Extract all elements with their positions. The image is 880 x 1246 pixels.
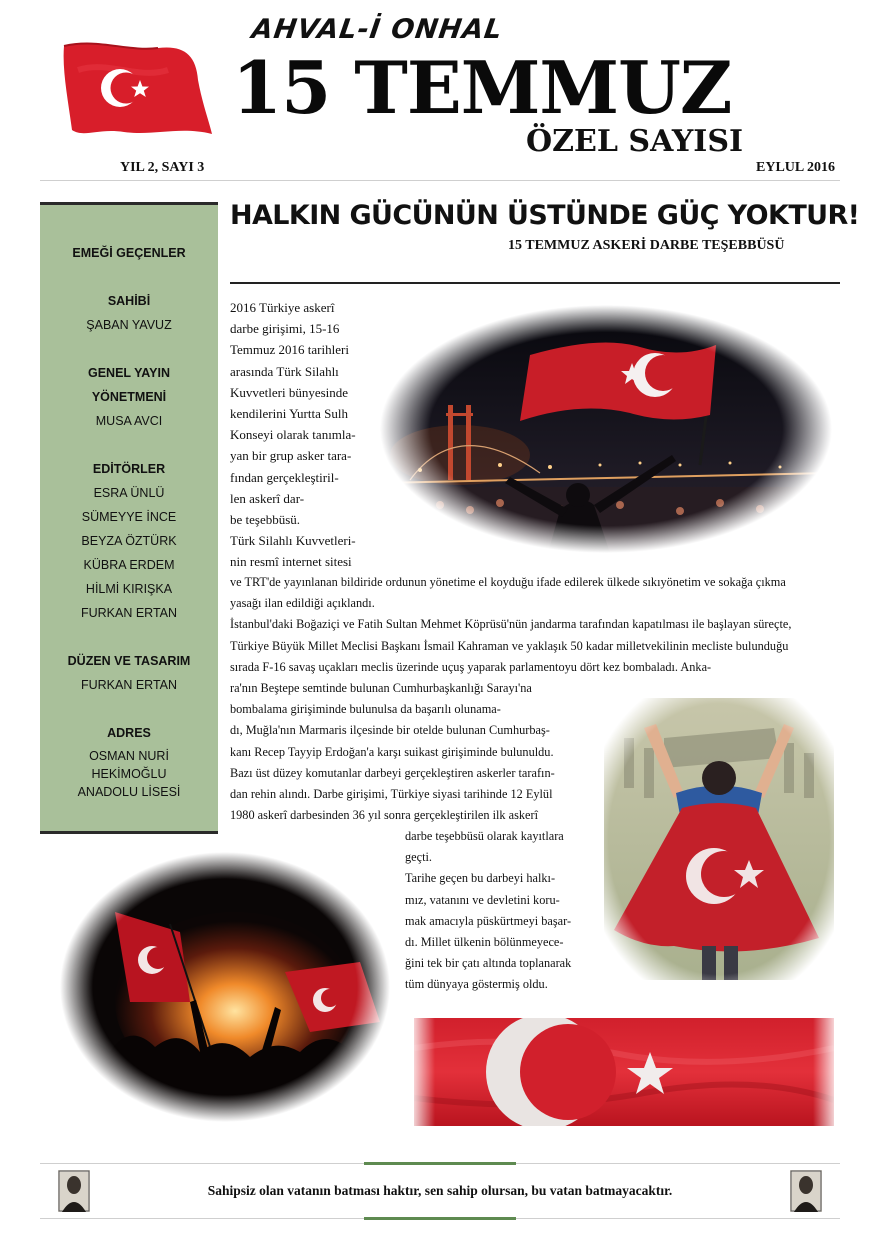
turkish-flag-logo (58, 40, 214, 140)
owner-name: ŞABAN YAVUZ (86, 318, 172, 332)
headline-divider (230, 282, 840, 284)
body-line: bombalama girişiminde bulunulsa da başarılı olunama- (230, 702, 501, 717)
body-line: Türkiye Büyük Millet Meclisi Başkanı İsmail Kahraman ve yaklaşık 50 kadar milletvekilinin mecliste bulunduğu (230, 638, 789, 653)
body-line: yasağı ilan edildiği açıklandı. (230, 596, 375, 611)
address-section (40, 721, 218, 801)
issue-number: YIL 2, SAYI 3 (120, 160, 205, 175)
body-line: tüm dünyaya göstermiş oldu. (405, 977, 548, 992)
editor-name: BEYZA ÖZTÜRK (81, 534, 177, 548)
body-line: Kuvvetleri bünyesinde (230, 384, 349, 400)
editor-name: SÜMEYYE İNCE (81, 510, 177, 524)
body-line: Türk Silahlı Kuvvetleri- (230, 533, 356, 549)
body-line: dan rehin alındı. Darbe girişimi, Türkiye siyasi tarihinde 12 Eylül (230, 787, 553, 802)
article-subheadline: 15 TEMMUZ ASKERİ DARBE TEŞEBBÜSÜ (508, 238, 785, 253)
article-mid-block (230, 678, 555, 826)
director-section (40, 361, 218, 433)
address-line: HEKİMOĞLU (91, 767, 167, 781)
crowd-flags-photo (60, 852, 390, 1122)
body-line: kanı Recep Tayyip Erdoğan'a karşı suikast girişiminde bulunuldu. (230, 744, 554, 759)
footer-accent (364, 1217, 516, 1220)
designer-name: FURKAN ERTAN (80, 678, 178, 692)
article-narrow-block (405, 826, 571, 996)
body-line: be teşebbüsü. (230, 512, 301, 528)
body-line: Bazı üst düzey komutanlar darbeyi gerçekleştiren askerler tarafın- (230, 765, 555, 780)
body-line: nin resmî internet sitesi (230, 554, 352, 570)
editor-name: KÜBRA ERDEM (83, 558, 175, 572)
bridge-crowd-photo (380, 305, 832, 553)
body-line: yan bir grup asker tara- (230, 448, 352, 464)
body-line: len askerî dar- (230, 490, 305, 506)
owner-label: SAHİBİ (107, 294, 151, 308)
editors-label: EDİTÖRLER (92, 462, 166, 476)
editors-section (40, 457, 218, 625)
special-issue-subtitle: ÖZEL SAYISI (526, 124, 744, 159)
body-line: sırada F-16 savaş uçakları meclis üzerinde uçuş yaparak parlamentoyu dört kez bombaladı. Anka- (230, 659, 712, 674)
flag-banner-photo (414, 1018, 834, 1126)
poet-portrait-right (790, 1170, 822, 1212)
body-line: fından gerçekleştiril- (230, 469, 339, 485)
body-line: kendilerini Yurtta Sulh (230, 406, 348, 422)
editor-name: HİLMİ KIRIŞKA (85, 582, 173, 596)
address-line: OSMAN NURİ (89, 749, 169, 763)
man-with-flag-photo (604, 698, 834, 980)
director-name: MUSA AVCI (95, 414, 163, 428)
body-line: arasında Türk Silahlı (230, 363, 339, 379)
masthead-divider (40, 180, 840, 181)
sidebar-heading: EMEĞİ GEÇENLER (72, 246, 186, 260)
director-label: GENEL YAYIN (88, 366, 170, 380)
footer-accent (364, 1162, 516, 1165)
article-wide-block (230, 572, 791, 678)
owner-section (40, 289, 218, 337)
body-line: ra'nın Beştepe semtinde bulunan Cumhurbaşkanlığı Sarayı'na (230, 681, 532, 695)
editor-name: FURKAN ERTAN (80, 606, 178, 620)
design-label: DÜZEN VE TASARIM (67, 654, 191, 668)
main-title: 15 TEMMUZ (232, 45, 732, 130)
series-title: AHVAL-İ ONHAL (249, 14, 505, 45)
address-line: ANADOLU LİSESİ (77, 785, 181, 799)
body-line: mız, vatanını ve devletini koru- (405, 892, 560, 907)
editor-name: ESRA ÜNLÜ (93, 486, 165, 500)
director-label: YÖNETMENİ (91, 390, 167, 404)
footer-quote: Sahipsiz olan vatanın batması haktır, sen sahip olursan, bu vatan batmayacaktır. (207, 1183, 673, 1198)
body-line: ve TRT'de yayınlanan bildiride ordunun yönetime el koyduğu ifade edilerek ülkede sıkıyönetim ve sokağa çıkma (230, 575, 786, 589)
body-line: mak amacıyla püskürtmeyi başar- (405, 913, 572, 928)
body-line: Konseyi olarak tanımla- (230, 427, 356, 443)
body-line: darbe teşebbüsü olarak kayıtlara (405, 829, 564, 843)
body-line: 1980 askerî darbesinden 36 yıl sonra gerçekleştirilen ilk askerî (230, 808, 539, 823)
body-line: dı, Muğla'nın Marmaris ilçesinde bir otelde bulunan Cumhurbaş- (230, 723, 550, 738)
body-line: İstanbul'daki Boğaziçi ve Fatih Sultan Mehmet Köprüsü'nün jandarma tarafından kapatılması ile başlayan süreçte, (230, 617, 792, 632)
credits-sidebar (40, 202, 218, 834)
body-line: darbe girişimi, 15-16 (230, 321, 340, 337)
body-line: Temmuz 2016 tarihleri (230, 342, 349, 358)
design-section (40, 649, 218, 697)
body-line: ğini tek bir çatı altında toplanarak (405, 956, 572, 971)
issue-date: EYLUL 2016 (756, 160, 835, 175)
body-line: Tarihe geçen bu darbeyi halkı- (405, 871, 556, 886)
address-label: ADRES (107, 726, 151, 740)
body-line: 2016 Türkiye askerî (230, 300, 335, 315)
body-line: geçti. (405, 850, 432, 865)
article-column-1 (230, 297, 356, 573)
article-headline: HALKIN GÜCÜNÜN ÜSTÜNDE GÜÇ YOKTUR! (230, 200, 860, 231)
body-line: dı. Millet ülkenin bölünmeyece- (405, 935, 564, 950)
